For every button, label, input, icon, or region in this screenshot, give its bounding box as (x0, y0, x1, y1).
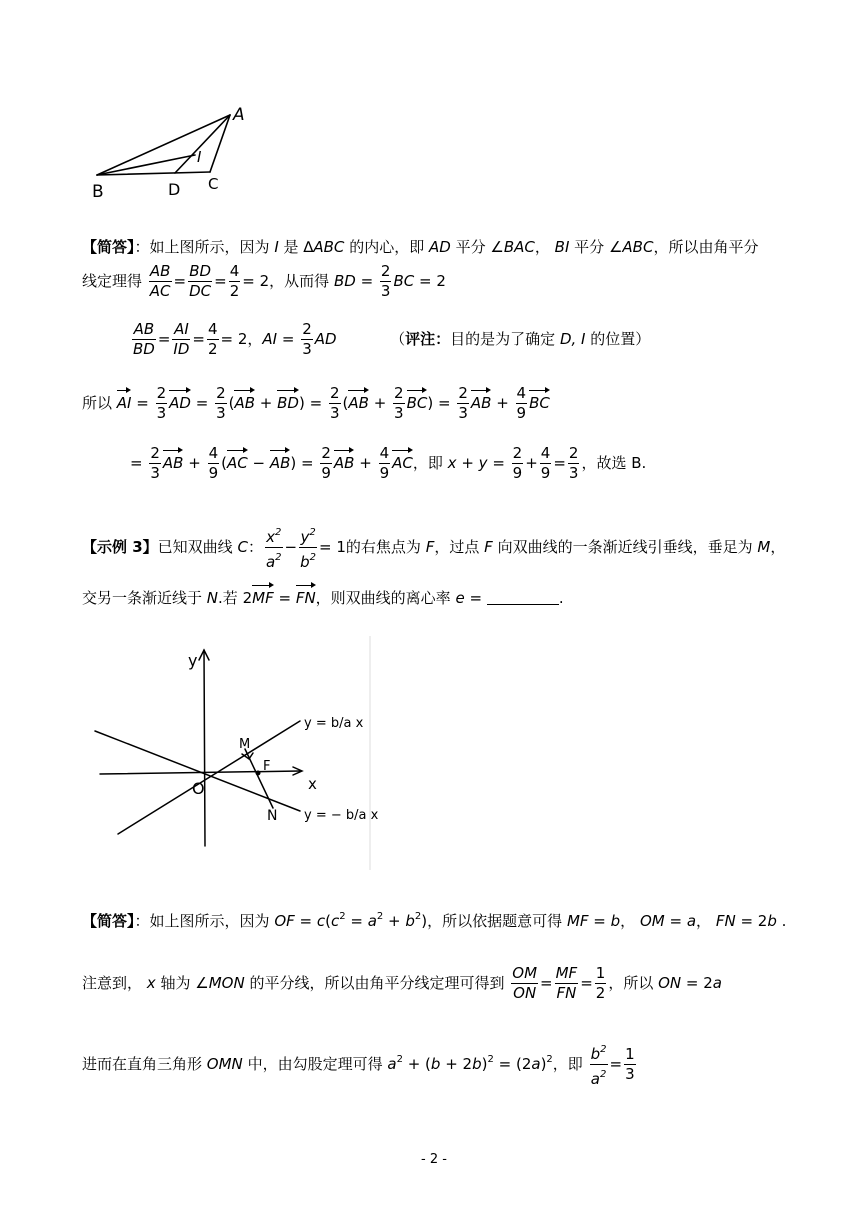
lower-asymptote-label: y = − b/a x (304, 808, 379, 823)
answer2-line1: 【简答】：如上图所示，因为 OF = $c(c^2 = a^2 + b^2)$，所以依据题意可得 MF = b， OM = a， FN = 2b . (82, 911, 787, 930)
label-b: B (92, 182, 104, 202)
triangle-figure (82, 100, 272, 205)
answer1-line4: 所以 AI = $\frac{2}{3}$ AD = $\frac{2}{3}$ (AB + BD) = $\frac{2}{3}$ (AB + $\frac{2}{3}$ BC) = $\frac{2}{3}$ AB + $\frac{4}{9}$ BC (82, 384, 550, 422)
segment-ba (97, 115, 230, 175)
answer1-line1: 【简答】：如上图所示，因为 I 是 ∆ABC 的内心，即 AD 平分 ∠BAC， BI 平分 ∠ABC，所以由角平分 (82, 238, 759, 256)
example-tag: 【示例 3】 (82, 538, 158, 556)
answer-tag-2: 【简答】 (82, 912, 135, 930)
asymptote-figure (90, 636, 380, 870)
y-axis (204, 650, 205, 846)
axis-label-y: y (188, 651, 198, 670)
answer1-line3: $\frac{AB}{BD}$ = $\frac{AI}{ID}$ = $\frac{4}{2}$ = 2，AI = $\frac{2}{3}$ AD （评注：目的是为了确定 D, I 的位置） (133, 320, 651, 358)
answer2-line2: 注意到， x 轴为 ∠MON 的平分线，所以由角平分线定理可得到 $\frac{OM}{ON}$ = $\frac{MF}{FN}$ = $\frac{1}{2}$ ，所以 ON = 2a (82, 964, 722, 1002)
segment-ad (175, 115, 230, 173)
label-o: O (192, 779, 205, 798)
label-n: N (267, 808, 278, 824)
example3-line2: 交另一条渐近线于 N.若 2MF = FN，则双曲线的离心率 e = . (82, 585, 564, 609)
focus-point-f (256, 771, 261, 776)
segment-ac (210, 115, 230, 172)
remark-tag: 评注： (405, 330, 451, 348)
answer1-line2: 线定理得 $\frac{AB}{AC}$ = $\frac{BD}{DC}$ = $\frac{4}{2}$ = 2，从而得 BD = $\frac{2}{3}$ BC = 2 (82, 262, 446, 300)
answer-blank (487, 590, 559, 605)
label-f: F (263, 759, 271, 774)
label-c: C (208, 175, 219, 193)
axis-label-x: x (308, 775, 317, 793)
answer-tag: 【简答】 (82, 238, 135, 256)
label-d: D (168, 180, 181, 199)
label-a: A (233, 105, 245, 125)
label-m: M (239, 737, 251, 752)
segment-bc (97, 172, 210, 175)
example3-line1: 【示例 3】已知双曲线 C： $\frac{x^2}{a^2}$ − $\frac{y^2}{b^2}$ = 1的右焦点为 F，过点 F 向双曲线的一条渐近线引垂线，垂足为 M， (82, 523, 785, 572)
page-number: - 2 - (421, 1152, 447, 1167)
label-i: I (197, 148, 202, 166)
answer2-line3: 进而在直角三角形 OMN 中，由勾股定理可得 $a^2 + (b + 2b)^2 = (2a)^2$，即 $\frac{b^2}{a^2}$ = $\frac{1}{3}$ (82, 1040, 638, 1089)
answer1-line5: = $\frac{2}{3}$ AB + $\frac{4}{9}$ (AC − AB) = $\frac{2}{9}$ AB + $\frac{4}{9}$ AC，即 x + y = $\frac{2}{9}$ + $\frac{4}{9}$ = $\frac{2}{3}$ ，故选 B. (130, 444, 647, 482)
upper-asymptote-label: y = b/a x (304, 716, 364, 731)
